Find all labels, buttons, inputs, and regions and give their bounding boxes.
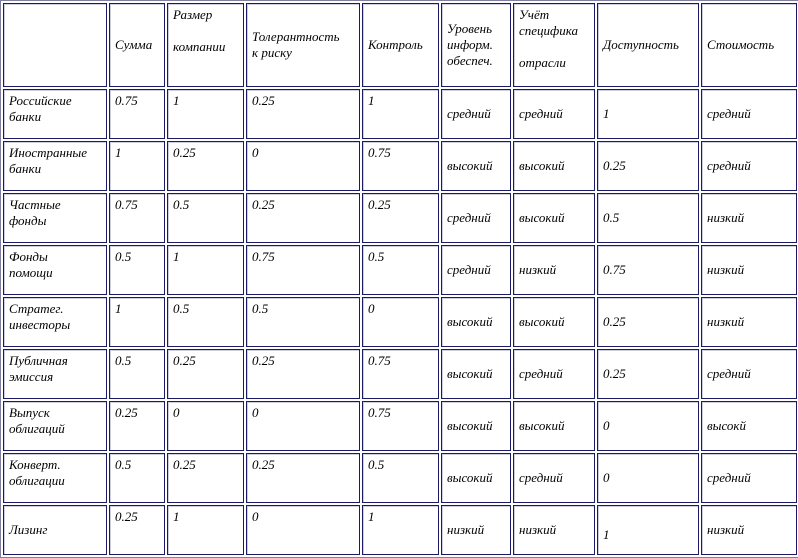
cell-razmer: 0.25: [167, 349, 244, 399]
header-row: [3, 3, 797, 87]
cell-dostup: 0.25: [597, 349, 699, 399]
cell-uroven: средний: [441, 89, 511, 139]
cell-dostup: 0: [597, 401, 699, 451]
header-summa: Сумма: [109, 3, 165, 87]
table-row: [3, 505, 797, 555]
row-label: Публичная эмиссия: [3, 349, 107, 399]
cell-summa: 1: [109, 141, 165, 191]
cell-tolerant: 0: [246, 141, 360, 191]
cell-summa: 0.75: [109, 89, 165, 139]
cell-kontrol: 0.75: [362, 141, 439, 191]
cell-uroven: высокий: [441, 401, 511, 451]
header-uroven: Уровень информ. обеспеч.: [441, 3, 511, 87]
table-row: [3, 453, 797, 503]
cell-kontrol: 0: [362, 297, 439, 347]
cell-kontrol: 0.75: [362, 401, 439, 451]
cell-dostup: 0.25: [597, 141, 699, 191]
table-row: [3, 349, 797, 399]
cell-tolerant: 0.25: [246, 349, 360, 399]
table-row: [3, 297, 797, 347]
cell-uchet: низкий: [513, 245, 595, 295]
cell-dostup: 1: [597, 505, 699, 555]
cell-uroven: высокий: [441, 349, 511, 399]
row-label: Иностранные банки: [3, 141, 107, 191]
cell-uchet: высокий: [513, 401, 595, 451]
header-dostup: Доступность: [597, 3, 699, 87]
cell-summa: 0.25: [109, 401, 165, 451]
cell-razmer: 0.5: [167, 193, 244, 243]
cell-tolerant: 0.25: [246, 89, 360, 139]
header-corner-cell: [3, 3, 107, 87]
row-label: Выпуск облигаций: [3, 401, 107, 451]
cell-stoim: средний: [701, 89, 797, 139]
cell-kontrol: 0.75: [362, 349, 439, 399]
cell-uroven: высокий: [441, 141, 511, 191]
cell-dostup: 0.75: [597, 245, 699, 295]
row-label: Конверт. облигации: [3, 453, 107, 503]
cell-tolerant: 0: [246, 401, 360, 451]
cell-uroven: средний: [441, 193, 511, 243]
cell-dostup: 0.5: [597, 193, 699, 243]
cell-summa: 0.5: [109, 349, 165, 399]
cell-razmer: 0.25: [167, 141, 244, 191]
cell-uroven: средний: [441, 245, 511, 295]
cell-uchet: низкий: [513, 505, 595, 555]
row-label: Частные фонды: [3, 193, 107, 243]
cell-uroven: высокий: [441, 453, 511, 503]
cell-stoim: низкий: [701, 245, 797, 295]
cell-razmer: 0.25: [167, 453, 244, 503]
cell-kontrol: 0.5: [362, 245, 439, 295]
cell-uchet: высокий: [513, 141, 595, 191]
cell-kontrol: 1: [362, 89, 439, 139]
cell-razmer: 0: [167, 401, 244, 451]
cell-kontrol: 0.5: [362, 453, 439, 503]
header-uchet: Учёт специфика отрасли: [513, 3, 595, 87]
cell-razmer: 1: [167, 245, 244, 295]
cell-uroven: высокий: [441, 297, 511, 347]
table-row: [3, 89, 797, 139]
cell-razmer: 1: [167, 505, 244, 555]
row-label: Российские банки: [3, 89, 107, 139]
table-row: [3, 245, 797, 295]
cell-summa: 0.75: [109, 193, 165, 243]
cell-uchet: средний: [513, 349, 595, 399]
table-body: [3, 89, 797, 555]
cell-stoim: низкий: [701, 193, 797, 243]
cell-tolerant: 0.5: [246, 297, 360, 347]
cell-uchet: высокий: [513, 193, 595, 243]
header-tolerant: Толерантность к риску: [246, 3, 360, 87]
cell-stoim: средний: [701, 453, 797, 503]
table-row: [3, 193, 797, 243]
cell-stoim: средний: [701, 349, 797, 399]
cell-kontrol: 1: [362, 505, 439, 555]
table-row: [3, 401, 797, 451]
cell-uchet: высокий: [513, 297, 595, 347]
cell-stoim: средний: [701, 141, 797, 191]
cell-summa: 0.5: [109, 453, 165, 503]
cell-dostup: 0: [597, 453, 699, 503]
header-kontrol: Контроль: [362, 3, 439, 87]
cell-tolerant: 0: [246, 505, 360, 555]
header-stoim: Стоимость: [701, 3, 797, 87]
table-row: [3, 141, 797, 191]
cell-dostup: 0.25: [597, 297, 699, 347]
cell-uchet: средний: [513, 453, 595, 503]
cell-razmer: 1: [167, 89, 244, 139]
cell-summa: 1: [109, 297, 165, 347]
cell-dostup: 1: [597, 89, 699, 139]
row-label: Лизинг: [3, 505, 107, 555]
cell-razmer: 0.5: [167, 297, 244, 347]
cell-stoim: низкий: [701, 297, 797, 347]
cell-tolerant: 0.25: [246, 453, 360, 503]
cell-stoim: низкий: [701, 505, 797, 555]
cell-tolerant: 0.25: [246, 193, 360, 243]
row-label: Стратег. инвесторы: [3, 297, 107, 347]
cell-summa: 0.5: [109, 245, 165, 295]
cell-stoim: высокй: [701, 401, 797, 451]
cell-uchet: средний: [513, 89, 595, 139]
cell-summa: 0.25: [109, 505, 165, 555]
cell-tolerant: 0.75: [246, 245, 360, 295]
cell-kontrol: 0.25: [362, 193, 439, 243]
header-razmer: Размер компании: [167, 3, 244, 87]
row-label: Фонды помощи: [3, 245, 107, 295]
cell-uroven: низкий: [441, 505, 511, 555]
